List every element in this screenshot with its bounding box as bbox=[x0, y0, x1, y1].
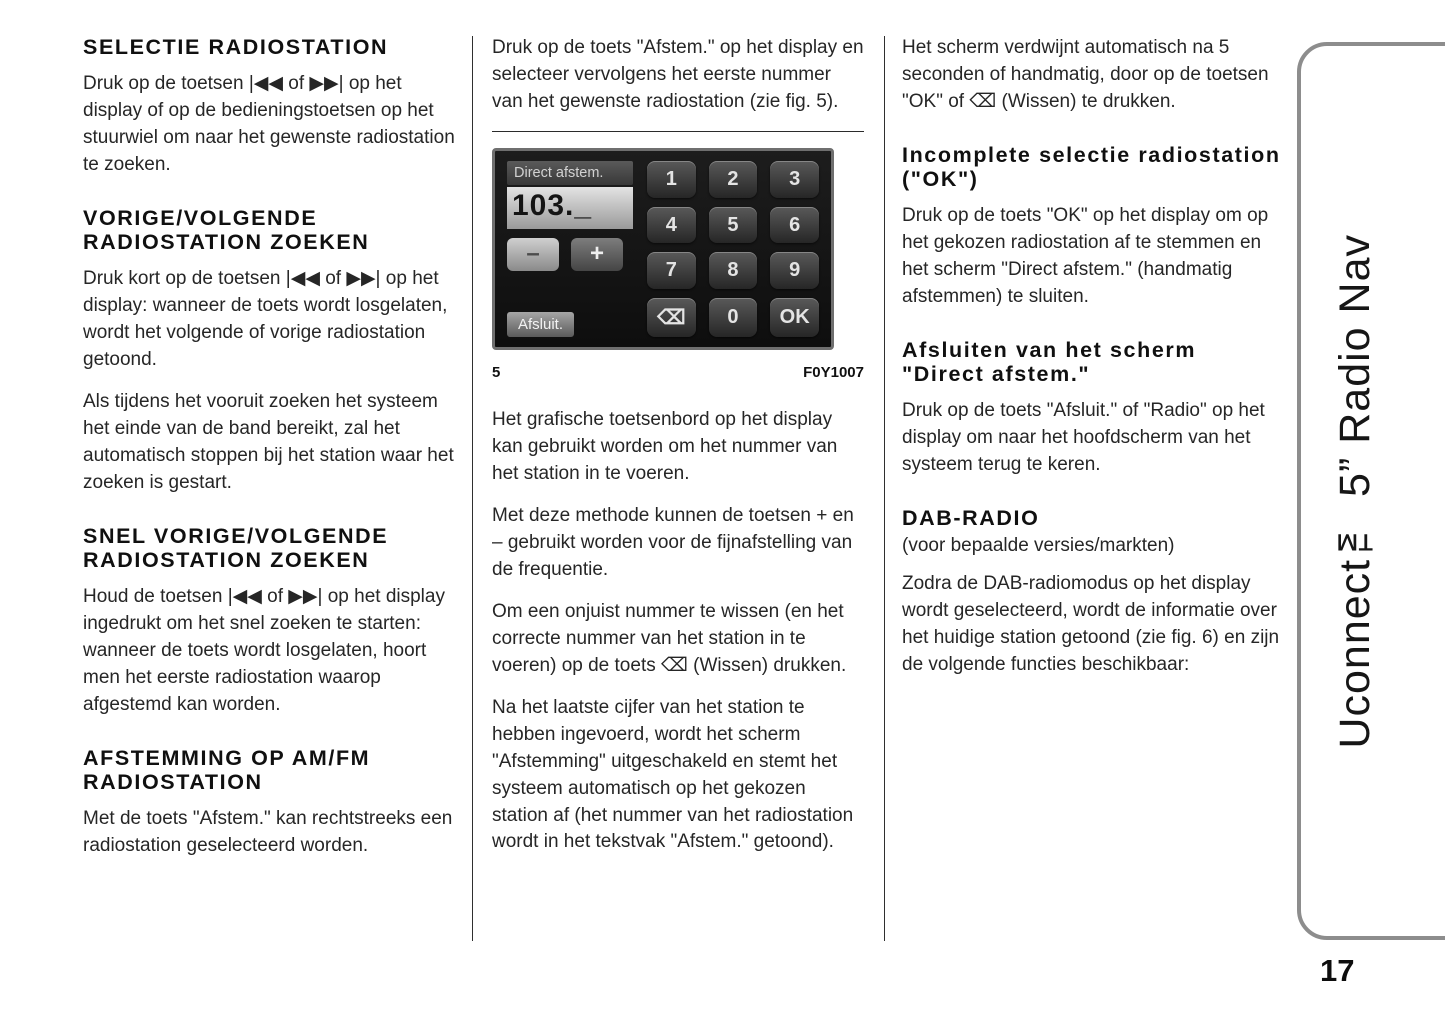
paragraph-afstem-display: Druk op de toets "Afstem." op het display en selecteer vervolgens het eerste nummer van het gewenste radiostation (zie fig. 5). bbox=[492, 37, 864, 112]
heading-incomplete-selectie: Incomplete selectie radiostation ("OK") bbox=[902, 142, 1281, 191]
column-middle bbox=[492, 35, 864, 871]
heading-vorige-volgende-zoeken: VORIGE/VOLGENDE RADIOSTATION ZOEKEN bbox=[83, 205, 370, 255]
paragraph-ok-toets: Druk op de toets "OK" op het display om op het gekozen radiostation af te stemmen en het scherm "Direct afstem." (handmatig afstemmen) te sluiten. bbox=[902, 205, 1269, 307]
heading-selectie-radiostation: SELECTIE RADIOSTATION bbox=[83, 35, 389, 59]
figure-exit-button: Afsluit. bbox=[507, 312, 574, 337]
chapter-tab-label-wrap bbox=[1315, 46, 1395, 936]
figure-key-ok: OK bbox=[770, 298, 819, 337]
figure-key-4: 4 bbox=[647, 207, 696, 244]
paragraph-afstem-toets: Met de toets "Afstem." kan rechtstreeks een radiostation geselecteerd worden. bbox=[83, 808, 453, 856]
figure-keypad bbox=[647, 161, 819, 337]
figure-plus-button: + bbox=[571, 238, 623, 271]
figure-caption bbox=[492, 364, 864, 381]
figure-key-5: 5 bbox=[709, 207, 758, 244]
figure-key-1: 1 bbox=[647, 161, 696, 198]
dab-radio-subnote: (voor bepaalde versies/markten) bbox=[902, 535, 1175, 557]
paragraph-selectie: Druk op de toetsen |◀◀ of ▶▶| op het display of op de bedieningstoetsen op het stuurwiel om naar het gewenste radiostation te zoeken. bbox=[83, 73, 455, 175]
paragraph-wissen: Om een onjuist nummer te wissen (en het correcte nummer van het station in te voeren) op de toets ⌫ (Wissen) drukken. bbox=[492, 600, 847, 676]
column-divider-2 bbox=[884, 36, 885, 941]
figure-direct-tune-screen bbox=[492, 148, 834, 350]
figure-minus-button: – bbox=[507, 238, 559, 271]
heading-snel-zoeken: SNEL VORIGE/VOLGENDE RADIOSTATION ZOEKEN bbox=[83, 523, 389, 572]
figure-key-0: 0 bbox=[709, 298, 758, 337]
heading-afstemming-amfm: AFSTEMMING OP AM/FM RADIOSTATION bbox=[83, 745, 371, 794]
paragraph-afsluit-radio: Druk op de toets "Afsluit." of "Radio" op het display om naar het hoofdscherm van het systeem terug te keren. bbox=[902, 400, 1265, 476]
figure-number: 5 bbox=[492, 363, 501, 381]
paragraph-kort-drukken: Druk kort op de toetsen |◀◀ of ▶▶| op het display: wanneer de toets wordt losgelaten, wordt het volgende of vorige radiostation getoond. bbox=[83, 268, 448, 371]
paragraph-scherm-verdwijnt: Het scherm verdwijnt automatisch na 5 seconden of handmatig, door op de toetsen "OK" of ⌫ (Wissen) te drukken. bbox=[902, 37, 1269, 112]
figure-key-clear-icon: ⌫ bbox=[647, 298, 696, 337]
page-number: 17 bbox=[1320, 953, 1355, 988]
figure-top-rule bbox=[492, 131, 864, 132]
figure-key-9: 9 bbox=[770, 252, 819, 289]
heading-afsluiten-scherm: Afsluiten van het scherm "Direct afstem." bbox=[902, 337, 1197, 387]
paragraph-snel-zoeken: Houd de toetsen |◀◀ of ▶▶| op het display ingedrukt om het snel zoeken te starten: wanneer de toets wordt losgelaten, hoort men het eerste radiostation waarop afgestemd kan worden. bbox=[83, 586, 445, 715]
figure-code: F0Y1007 bbox=[803, 363, 864, 381]
heading-dab-radio: DAB-RADIO bbox=[902, 506, 1040, 530]
paragraph-fijnafstelling: Met deze methode kunnen de toetsen + en – gebruikt worden voor de fijnafstelling van de frequentie. bbox=[492, 504, 854, 580]
paragraph-laatste-cijfer: Na het laatste cijfer van het station te hebben ingevoerd, wordt het scherm "Afstemming" uitgeschakeld en stemt het systeem automatisch op het gekozen station af (het nummer van het radiostation wordt in het tekstvak "Afstem." getoond). bbox=[492, 696, 854, 853]
figure-key-8: 8 bbox=[709, 252, 758, 289]
paragraph-dab-modus: Zodra de DAB-radiomodus op het display wordt geselecteerd, wordt de informatie over het huidige station getoond (zie fig. 6) en zijn de volgende functies beschikbaar: bbox=[902, 572, 1280, 675]
figure-fine-tune-row bbox=[507, 238, 633, 271]
paragraph-einde-band: Als tijdens het vooruit zoeken het systeem het einde van de band bereikt, zal het automatisch stoppen bij het station waar het zoeken is gestart. bbox=[83, 390, 454, 493]
column-right bbox=[902, 35, 1284, 694]
figure-direct-tune-label: Direct afstem. bbox=[507, 161, 633, 185]
figure-key-2: 2 bbox=[709, 161, 758, 198]
column-divider-1 bbox=[472, 36, 473, 941]
figure-key-7: 7 bbox=[647, 252, 696, 289]
figure-left-pane bbox=[507, 161, 633, 337]
chapter-tab bbox=[1297, 42, 1445, 940]
figure-key-6: 6 bbox=[770, 207, 819, 244]
column-left bbox=[83, 35, 463, 875]
chapter-tab-label: Uconnect™ 5” Radio Nav bbox=[1330, 233, 1379, 749]
figure-key-3: 3 bbox=[770, 161, 819, 198]
figure-frequency-display: 103._ bbox=[507, 187, 633, 229]
paragraph-grafisch-toetsenbord: Het grafische toetsenbord op het display kan gebruikt worden om het nummer van het station in te voeren. bbox=[492, 408, 838, 484]
